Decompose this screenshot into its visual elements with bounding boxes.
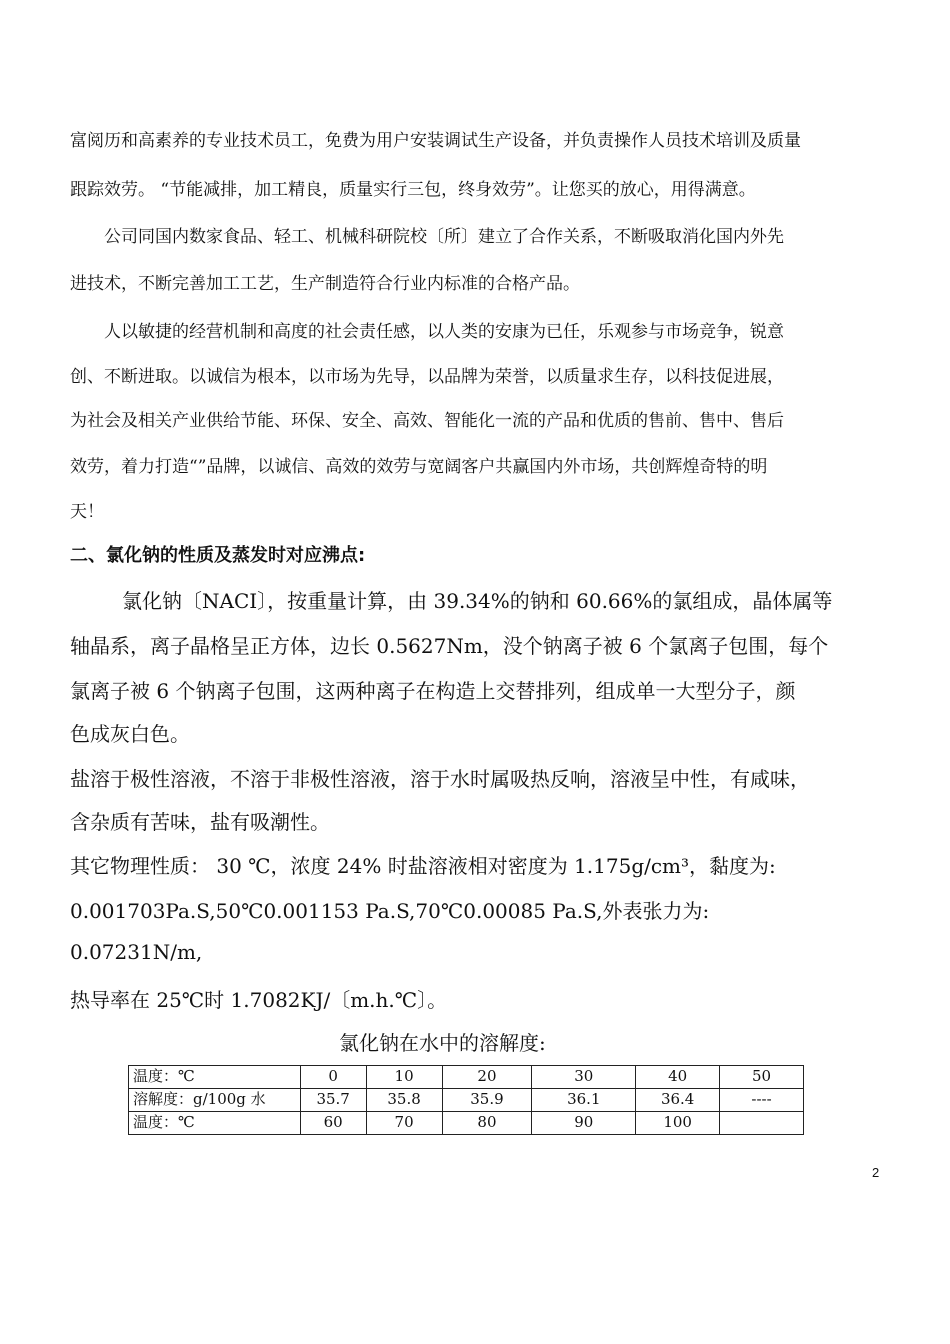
text-line: 含杂质有苦味，盐有吸潮性。 — [70, 810, 330, 834]
text-line: 盐溶于极性溶液，不溶于非极性溶液，溶于水时属吸热反响，溶液呈中性，有咸味， — [70, 767, 810, 791]
table-cell: 90 — [532, 1112, 636, 1135]
text-line: 氯离子被 6 个钠离子包围，这两种离子在构造上交替排列，组成单一大型分子，颜 — [70, 679, 796, 703]
table-row — [129, 1089, 804, 1112]
table-cell: 36.1 — [532, 1089, 636, 1112]
table-row — [129, 1066, 804, 1089]
page-number: 2 — [872, 1165, 880, 1180]
table-cell — [720, 1112, 804, 1135]
text-line: 氯化钠〔NACI〕，按重量计算，由 39.34%的钠和 60.66%的氯组成，晶体属等 — [122, 589, 833, 613]
text-line: 0.07231N/m, — [70, 940, 203, 964]
table-cell: 35.9 — [442, 1089, 532, 1112]
table-cell: 溶解度：g/100g 水 — [129, 1089, 301, 1112]
text-line: 天！ — [70, 502, 104, 522]
table-cell: 温度：℃ — [129, 1066, 301, 1089]
text-line: 色成灰白色。 — [70, 722, 190, 746]
table-cell: 温度：℃ — [129, 1112, 301, 1135]
text-line: 其它物理性质： 30 ℃，浓度 24% 时盐溶液相对密度为 1.175g/cm³，黏度为: — [70, 854, 776, 878]
text-line: 效劳，着力打造“”品牌，以诚信、高效的效劳与宽阔客户共赢国内外市场，共创辉煌奇特的明 — [70, 457, 768, 477]
table-cell: 40 — [636, 1066, 720, 1089]
text-line: 公司同国内数家食品、轻工、机械科研院校〔所〕建立了合作关系，不断吸取消化国内外先 — [104, 227, 784, 247]
text-line: 富阅历和高素养的专业技术员工，免费为用户安装调试生产设备，并负责操作人员技术培训及质量 — [70, 131, 801, 151]
text-line: 轴晶系，离子晶格呈正方体，边长 0.5627Nm，没个钠离子被 6 个氯离子包围，每个 — [70, 634, 829, 658]
text-line: 跟踪效劳。 “节能减排，加工精良，质量实行三包，终身效劳”。让您买的放心，用得满意。 — [70, 180, 756, 200]
table-row — [129, 1112, 804, 1135]
table-cell: 36.4 — [636, 1089, 720, 1112]
text-line: 为社会及相关产业供给节能、环保、安全、高效、智能化一流的产品和优质的售前、售中、售后 — [70, 411, 784, 431]
table-cell: 70 — [366, 1112, 442, 1135]
table-cell: 50 — [720, 1066, 804, 1089]
table-cell: 30 — [532, 1066, 636, 1089]
table-cell: 0 — [300, 1066, 366, 1089]
table-cell: 10 — [366, 1066, 442, 1089]
text-line: 创、不断进取。以诚信为根本，以市场为先导，以品牌为荣誉，以质量求生存，以科技促进展， — [70, 367, 784, 387]
table-cell: 100 — [636, 1112, 720, 1135]
text-line: 进技术，不断完善加工工艺，生产制造符合行业内标准的合格产品。 — [70, 274, 580, 294]
text-line: 人以敏捷的经营机制和高度的社会责任感，以人类的安康为已任，乐观参与市场竞争，锐意 — [104, 322, 784, 342]
table-cell: 20 — [442, 1066, 532, 1089]
table-cell: ---- — [720, 1089, 804, 1112]
table-cell: 35.7 — [300, 1089, 366, 1112]
table-caption: 氯化钠在水中的溶解度: — [339, 1031, 546, 1055]
solubility-table — [128, 1065, 804, 1135]
table-cell: 35.8 — [366, 1089, 442, 1112]
table-cell: 80 — [442, 1112, 532, 1135]
section-heading: 二、氯化钠的性质及蒸发时对应沸点: — [70, 545, 366, 566]
text-line: 0.001703Pa.S,50℃0.001153 Pa.S,70℃0.00085 Pa.S,外表张力为: — [70, 899, 710, 923]
text-line: 热导率在 25℃时 1.7082KJ/〔m.h.℃〕。 — [70, 988, 448, 1012]
table-cell: 60 — [300, 1112, 366, 1135]
